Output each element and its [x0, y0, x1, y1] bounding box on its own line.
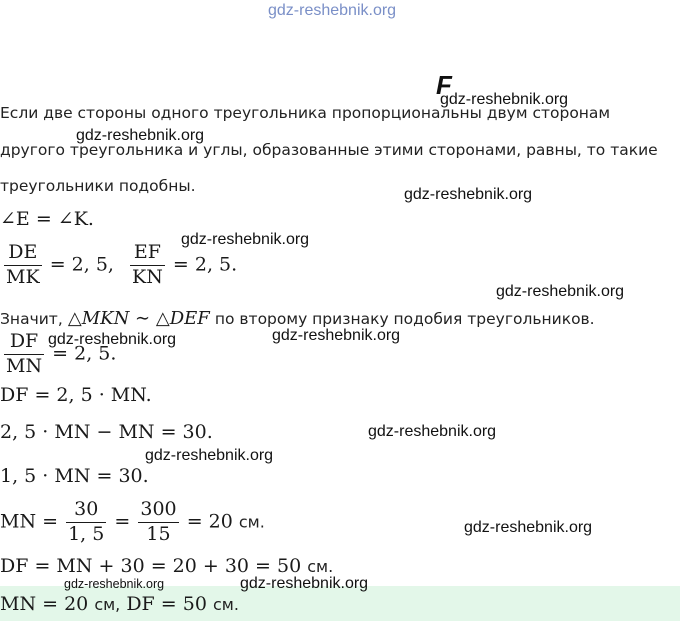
watermark: gdz-reshebnik.org: [464, 519, 593, 536]
watermark: gdz-reshebnik.org: [76, 127, 205, 144]
watermark-small: gdz-reshebnik.org: [64, 577, 165, 591]
watermark: gdz-reshebnik.org: [48, 331, 177, 348]
side-ratios: [2, 243, 237, 288]
ratio-ef-kn: $\frac{EF}{KN}$: [132, 241, 163, 288]
theorem-line-2: другого треугольника и углы, образованные этими сторонами, равны, то такие: [0, 141, 658, 159]
angle-equality: ∠E = ∠K.: [0, 208, 94, 230]
watermark: gdz-reshebnik.org: [272, 327, 401, 344]
ratio-de-mk: $\frac{DE}{MK}$: [6, 241, 40, 288]
theorem-line-1: Если две стороны одного треугольника пропорциональны двум сторонам: [0, 104, 611, 122]
df-mn-ratio: $\frac{DF}{MN}$ = 2, 5.: [6, 330, 117, 377]
figure-letter: F: [436, 70, 452, 100]
watermark: gdz-reshebnik.org: [368, 423, 497, 440]
watermark: gdz-reshebnik.org: [404, 186, 533, 203]
watermark: gdz-reshebnik.org: [496, 283, 625, 300]
watermark: gdz-reshebnik.org: [240, 575, 369, 592]
watermark: gdz-reshebnik.org: [145, 447, 274, 464]
df-calculation: DF = MN + 30 = 20 + 30 = 50 см.: [0, 555, 334, 577]
mn-calculation: MN = $\frac{30}{1, 5}$ = $\frac{300}{15}$ = 20 см.: [0, 498, 265, 545]
watermark: gdz-reshebnik.org: [181, 231, 310, 248]
final-answer: MN = 20 см, DF = 50 см.: [0, 593, 239, 615]
watermark-top: gdz-reshebnik.org: [268, 2, 397, 19]
watermark: gdz-reshebnik.org: [440, 91, 569, 108]
step-df: DF = 2, 5 · MN.: [0, 384, 152, 406]
step-equation: 2, 5 · MN − MN = 30.: [0, 421, 213, 443]
similarity-conclusion: Значит, △MKN ∼ △DEF по второму признаку подобия треугольников.: [0, 308, 595, 329]
step-simplified: 1, 5 · MN = 30.: [0, 465, 149, 487]
theorem-line-3: треугольники подобны.: [0, 177, 196, 195]
ratio-ef-kn-value: = 2, 5.: [172, 253, 238, 276]
ratio-de-mk-value: = 2, 5,: [49, 253, 114, 276]
